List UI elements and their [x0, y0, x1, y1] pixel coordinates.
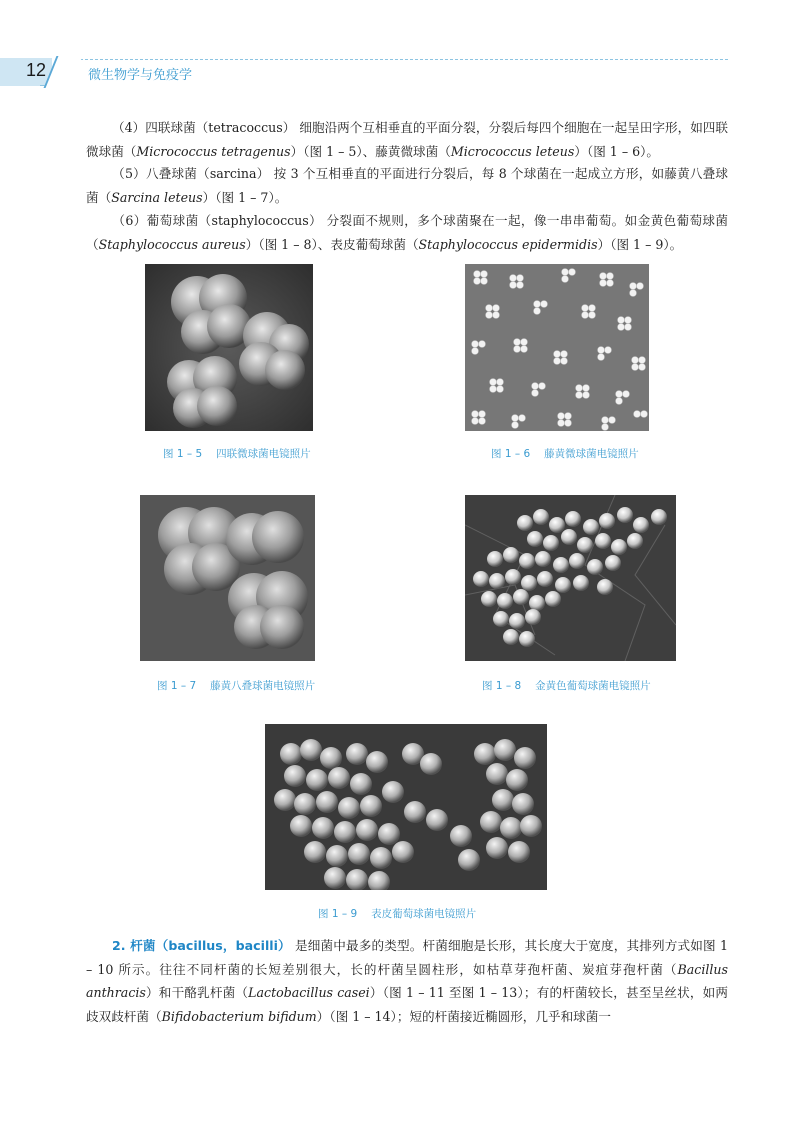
figure-caption-text: 四联微球菌电镜照片 [216, 448, 311, 460]
species-name: Bacillus anthracis [86, 961, 728, 1000]
figure-caption-text: 表皮葡萄球菌电镜照片 [371, 908, 477, 920]
species-name: Lactobacillus casei [248, 985, 370, 1000]
paragraph-sarcina [86, 162, 728, 209]
text: ）（图 1 – 5）、藤黄微球菌（ [290, 143, 451, 159]
figure-1-8-caption [482, 678, 651, 693]
figure-caption-text: 藤黄八叠球菌电镜照片 [210, 680, 316, 692]
text: （4）四联球菌（tetracoccus） 细胞沿两个互相垂直的平面分裂，分裂后每四个细胞在一起呈田字形，如四联微球菌（ [86, 120, 728, 159]
section-heading: 2. 杆菌（bacillus，bacilli） [112, 938, 291, 953]
figure-caption-text: 藤黄微球菌电镜照片 [544, 448, 639, 460]
figure-1-6-image [465, 264, 649, 431]
figure-1-7-image [140, 495, 315, 661]
text: （6）葡萄球菌（staphylococcus） 分裂面不规则，多个球菌聚在一起，像一串串葡萄。如金黄色葡萄球菌（ [86, 213, 728, 252]
figure-number: 图 1 – 5 [163, 448, 203, 460]
figure-1-5-image [145, 264, 313, 431]
figure-1-9-caption [318, 906, 476, 921]
figure-1-7-caption [157, 678, 315, 693]
text: ）（图 1 – 6）。 [574, 143, 660, 159]
text: ）（图 1 – 14）；短的杆菌接近椭圆形，几乎和球菌一 [316, 1008, 611, 1024]
figure-number: 图 1 – 9 [318, 908, 358, 920]
book-title: 微生物学与免疫学 [88, 68, 193, 83]
text: ）（图 1 – 7）。 [202, 189, 288, 205]
figure-1-6-caption [491, 446, 639, 461]
species-name: Micrococcus tetragenus [136, 143, 291, 159]
paragraph-bacillus [86, 934, 728, 1028]
species-name: Staphylococcus aureus [98, 236, 246, 252]
figure-1-5-caption [163, 446, 311, 461]
text: （5）八叠球菌（sarcina） 按 3 个互相垂直的平面进行分裂后，每 8 个球菌在一起成立方形，如藤黄八叠球菌（ [86, 166, 728, 205]
text: 是细菌中最多的类型。杆菌细胞是长形，其长度大于宽度，其排列方式如图 1 – 10 所示。往往不同杆菌的长短差别很大，长的杆菌呈圆柱形，如枯草芽孢杆菌、炭疽芽孢杆菌（ [86, 938, 728, 977]
figure-number: 图 1 – 7 [157, 680, 197, 692]
page-number: 12 [26, 60, 47, 80]
figure-caption-text: 金黄色葡萄球菌电镜照片 [535, 680, 651, 692]
paragraph-staphylococcus [86, 209, 728, 256]
figure-1-9-image [265, 724, 547, 890]
species-name: Sarcina leteus [111, 189, 203, 205]
text: ）（图 1 – 11 至图 1 – 13）；有的杆菌较长，甚至呈丝状，如两歧双歧杆菌（ [86, 985, 729, 1024]
species-name: Micrococcus leteus [450, 143, 575, 159]
species-name: Bifidobacterium bifidum [161, 1008, 317, 1024]
figure-number: 图 1 – 8 [482, 680, 522, 692]
text: ）（图 1 – 9）。 [597, 236, 683, 252]
figure-1-8-image [465, 495, 676, 661]
text: ）和干酪乳杆菌（ [145, 985, 249, 1000]
text: ）（图 1 – 8）、表皮葡萄球菌（ [245, 236, 419, 252]
figure-number: 图 1 – 6 [491, 448, 531, 460]
species-name: Staphylococcus epidermidis [418, 236, 598, 252]
header-rule [70, 59, 728, 60]
paragraph-tetracoccus [86, 116, 728, 163]
